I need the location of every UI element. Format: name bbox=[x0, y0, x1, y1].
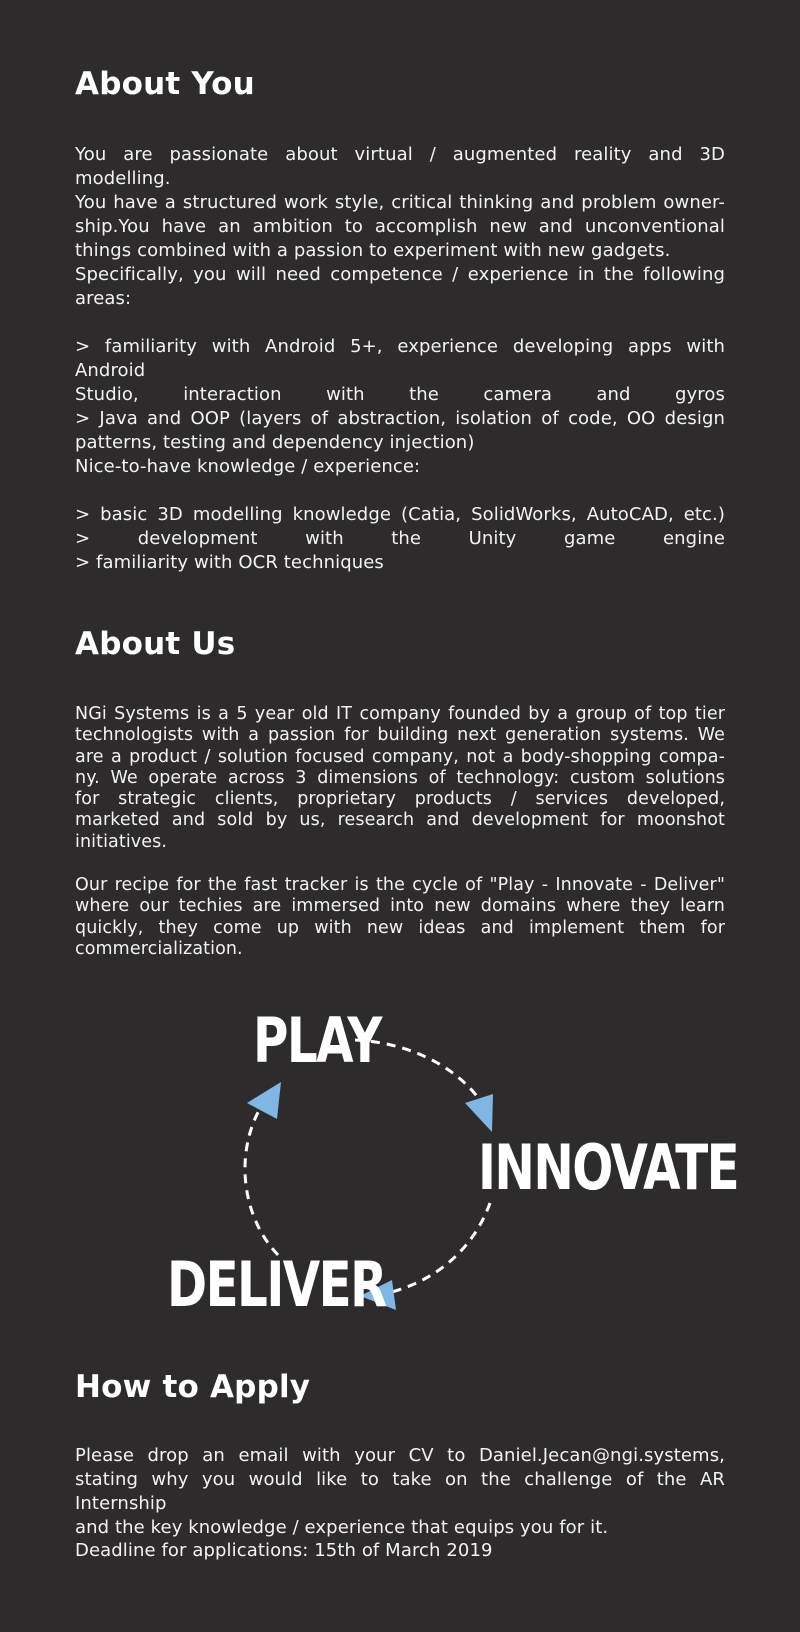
company-description bbox=[75, 704, 725, 853]
arrowhead-play-icon bbox=[247, 1082, 281, 1119]
company-line: marketed and sold by us, research and development for moonshot bbox=[75, 810, 725, 831]
requirement-line: > Java and OOP (layers of abstraction, isolation of code, OO design bbox=[75, 408, 725, 429]
company-line: ny. We operate across 3 dimensions of technology: custom solutions bbox=[75, 767, 725, 788]
recipe-line: quickly, they come up with new ideas and implement them for bbox=[75, 917, 725, 938]
nice-to-have-heading bbox=[75, 455, 725, 479]
deadline-text: Deadline for applications: 15th of March 2019 bbox=[75, 1540, 493, 1561]
recipe-paragraph bbox=[75, 875, 725, 960]
competence-paragraph bbox=[75, 263, 725, 311]
requirement-line: Studio, interaction with the camera and gyros bbox=[75, 384, 725, 405]
list-item: > familiarity with OCR techniques bbox=[75, 552, 384, 573]
instruction-line: Please drop an email with your CV to Daniel.Jecan@ngi.systems, bbox=[75, 1445, 725, 1466]
company-line: initiatives. bbox=[75, 831, 167, 852]
cycle-play-label: PLAY bbox=[253, 1004, 381, 1077]
play-innovate-deliver-cycle bbox=[150, 1000, 739, 1330]
about-us-heading: About Us bbox=[75, 626, 236, 662]
requirement-line: > familiarity with Android 5+, experience developing apps with Android bbox=[75, 336, 725, 381]
requirement-line: patterns, testing and dependency injection) bbox=[75, 432, 475, 453]
deadline-paragraph bbox=[75, 1539, 725, 1563]
company-line: for strategic clients, proprietary products / services developed, bbox=[75, 789, 725, 810]
arrow-innovate-to-deliver bbox=[388, 1203, 490, 1293]
nice-to-have-label: Nice-to-have knowledge / experience: bbox=[75, 456, 421, 477]
about-you-intro bbox=[75, 143, 725, 263]
recipe-line: commercialization. bbox=[75, 938, 243, 959]
intro-line: You are passionate about virtual / augmented reality and 3D modelling. bbox=[75, 144, 725, 189]
cycle-deliver-label: DELIVER bbox=[167, 1248, 386, 1321]
intro-line: ship.You have an ambition to accomplish new and unconventional bbox=[75, 216, 725, 237]
intro-line: things combined with a passion to experiment with new gadgets. bbox=[75, 240, 671, 261]
arrowhead-innovate-icon bbox=[465, 1094, 493, 1132]
instruction-line: and the key knowledge / experience that equips you for it. bbox=[75, 1517, 609, 1538]
recipe-line: Our recipe for the fast tracker is the cycle of "Play - Innovate - Deliver" bbox=[75, 875, 725, 895]
nice-to-have-list bbox=[75, 503, 725, 575]
intro-line: You have a structured work style, critical thinking and problem owner- bbox=[75, 192, 725, 213]
list-item: > basic 3D modelling knowledge (Catia, SolidWorks, AutoCAD, etc.) bbox=[75, 504, 725, 525]
competence-line: areas: bbox=[75, 288, 132, 309]
company-line: technologists with a passion for building next generation systems. We bbox=[75, 725, 725, 746]
arrow-deliver-to-play bbox=[245, 1105, 278, 1255]
instruction-line: stating why you would like to take on the challenge of the AR Internship bbox=[75, 1469, 725, 1514]
requirements-list bbox=[75, 335, 725, 455]
company-line: are a product / solution focused company, not a body-shopping compa- bbox=[75, 746, 725, 767]
cycle-innovate-label: INNOVATE bbox=[478, 1131, 739, 1204]
about-you-heading: About You bbox=[75, 66, 255, 102]
company-line: NGi Systems is a 5 year old IT company founded by a group of top tier bbox=[75, 704, 725, 724]
list-item: > development with the Unity game engine bbox=[75, 528, 725, 549]
how-to-apply-heading: How to Apply bbox=[75, 1369, 311, 1405]
apply-instructions bbox=[75, 1444, 725, 1540]
recipe-line: where our techies are immersed into new domains where they learn bbox=[75, 896, 725, 917]
competence-line: Specifically, you will need competence / experience in the following bbox=[75, 264, 725, 285]
